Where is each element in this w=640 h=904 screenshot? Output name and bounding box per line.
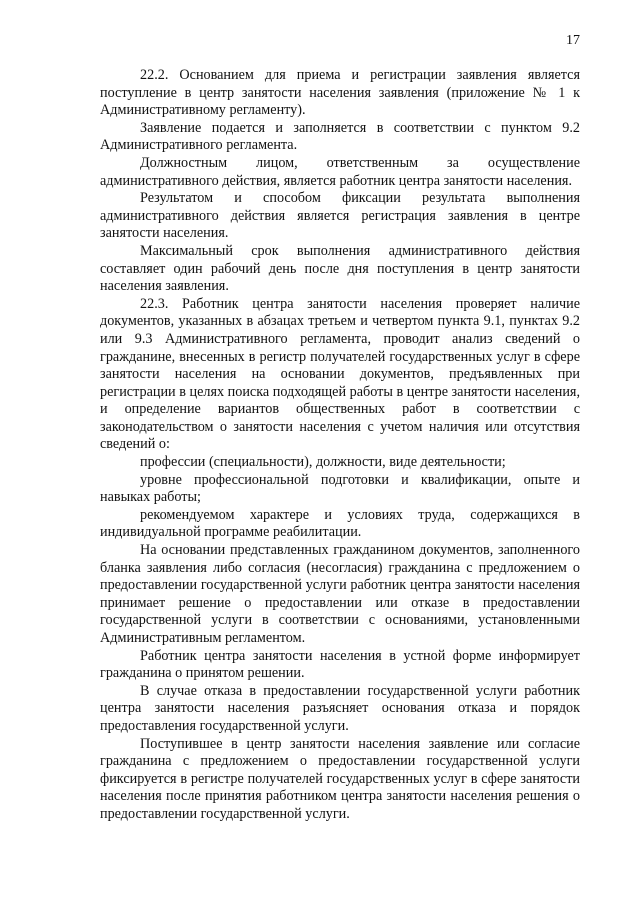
paragraph-profession: профессии (специальности), должности, виде деятельности; (140, 454, 506, 471)
paragraph-oral-notification: Работник центра занятости населения в устной форме информирует гражданина о принятом решении. (100, 647, 580, 682)
paragraph-registration: Поступившее в центр занятости населения заявление или согласие гражданина с предложением о предоставлении государственной услуги фиксируется в регистре получателей государственных услуг в сфере занятости населения после принятия работником центра занятости населения решения о предоставлении государственной услуги. (100, 735, 580, 822)
page-number: 17 (566, 33, 580, 48)
paragraph-qualification: уровне профессиональной подготовки и квалификации, опыте и навыках работы; (100, 471, 580, 506)
paragraph-result: Результатом и способом фиксации результата выполнения административного действия является регистрация заявления в центре занятости населения. (100, 190, 580, 242)
paragraph-22-2: 22.2. Основанием для приема и регистрации заявления является поступление в центр занятости населения заявления (приложение № 1 к Административному регламенту). (100, 67, 580, 119)
paragraph-refusal: В случае отказа в предоставлении государственной услуги работник центра занятости населения разъясняет основания отказа и порядок предоставления государственной услуги. (100, 682, 580, 734)
paragraph-responsible-official: Должностным лицом, ответственным за осуществление административного действия, является работник центра занятости населения. (100, 154, 580, 189)
paragraph-decision-basis: На основании представленных гражданином документов, заполненного бланка заявления либо согласия (несогласия) гражданина с предложением о предоставлении государственной услуги работник центра занятости населения принимает решение о предоставлении или отказе в предоставлении государственной услуги в соответствии с основаниями, установленными Административным регламентом. (100, 542, 580, 646)
paragraph-work-conditions: рекомендуемом характере и условиях труда, содержащихся в индивидуальной программе реабилитации. (100, 506, 580, 541)
paragraph-max-duration: Максимальный срок выполнения административного действия составляет один рабочий день после дня поступления в центр занятости населения заявления. (100, 242, 580, 295)
paragraph-application-form: Заявление подается и заполняется в соответствии с пунктом 9.2 Административного регламента. (100, 119, 580, 154)
paragraph-22-3: 22.3. Работник центра занятости населения проверяет наличие документов, указанных в абзацах третьем и четвертом пункта 9.1, пунктах 9.2 или 9.3 Административного регламента, проводит анализ сведений о гражданине, внесенных в регистр получателей государственных услуг в сфере занятости населения на основании документов, предъявленных при регистрации в целях поиска подходящей работы в центре занятости населения, и определение вариантов общественных работ в соответствии с законодательством о занятости населения с учетом наличия или отсутствия сведений о: (100, 295, 580, 453)
document-body (100, 67, 580, 824)
